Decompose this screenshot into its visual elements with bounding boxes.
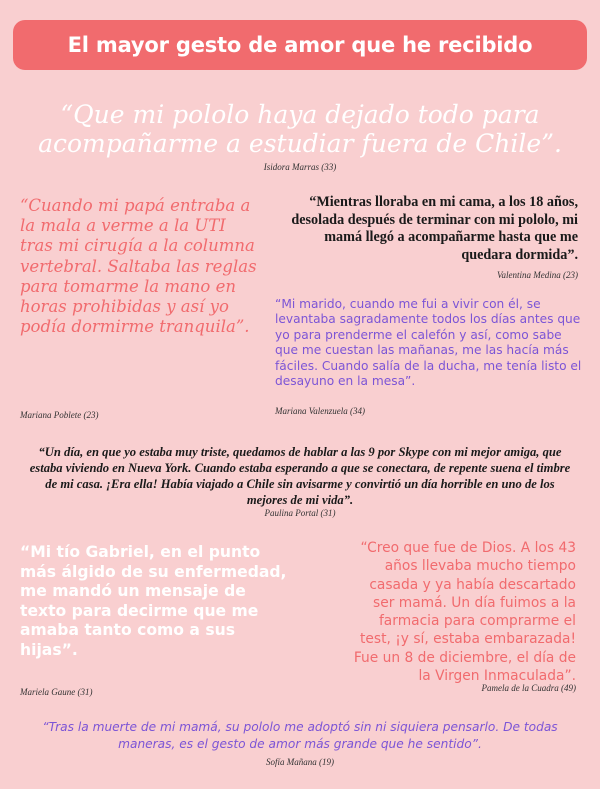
quote-sofia: “Tras la muerte de mi mamá, su pololo me adoptó sin ni siquiera pensarlo. De todas maneras, es el gesto de amor más grande que he sentido”.	[42, 720, 558, 751]
quote-mariana-poblete: “Cuando mi papá entraba a la mala a verme a la UTI tras mi cirugía a la columna vertebral. Saltaba las reglas para tomarme la mano en horas prohibidas y así yo podía dormirme tranquila”.	[20, 196, 257, 337]
quote-pamela: “Creo que fue de Dios. A los 43 años llevaba mucho tiempo casada y ya había descartado ser mamá. Un día fuimos a la farmacia para comprarme el test, ¡y sí, estaba embarazada! Fue un 8 de diciembre, el día de la Virgen Inmaculada”.	[353, 540, 576, 685]
author-pamela: Pamela de la Cuadra (49)	[481, 683, 576, 693]
title-banner	[13, 20, 587, 70]
author-paulina: Paulina Portal (31)	[264, 508, 336, 518]
quote-valentina: “Mientras lloraba en mi cama, a los 18 años, desolada después de terminar con mi pololo, mi mamá llegó a acompañarme hasta que me quedara dormida”.	[291, 194, 578, 263]
quote-mariela: “Mi tío Gabriel, en el punto más álgido de su enfermedad, me mandó un mensaje de texto para decirme que me amaba tanto como a sus hijas”.	[20, 543, 287, 659]
author-isidora: Isidora Marras (33)	[263, 162, 337, 172]
author-sofia: Sofía Mañana (19)	[266, 757, 334, 767]
quote-mariana-valenzuela: “Mi marido, cuando me fui a vivir con él, se levantaba sagradamente todos los días antes que yo para prenderme el calefón y así, como sabe que me cuestan las mañanas, me las hacía más fáciles. Cuando salía de la ducha, me tenía listo el desayuno en la mesa”.	[275, 297, 582, 389]
author-mariana-valenzuela: Mariana Valenzuela (34)	[275, 406, 365, 416]
author-mariana-poblete: Mariana Poblete (23)	[20, 410, 99, 420]
page-title: El mayor gesto de amor que he recibido	[67, 33, 533, 57]
quote-isidora: “Que mi pololo haya dejado todo para acompañarme a estudiar fuera de Chile”.	[38, 100, 562, 158]
quote-paulina: “Un día, en que yo estaba muy triste, quedamos de hablar a las 9 por Skype con mi mejor amiga, que estaba viviendo en Nueva York. Cuando estaba esperando a que se conectara, de repente suena el timbre de mi casa. ¡Era ella! Había viajado a Chile sin avisarme y convirtió un día horrible en uno de los mejores de mi vida”.	[29, 445, 571, 507]
author-mariela: Mariela Gaune (31)	[20, 687, 93, 697]
author-valentina: Valentina Medina (23)	[497, 270, 578, 280]
